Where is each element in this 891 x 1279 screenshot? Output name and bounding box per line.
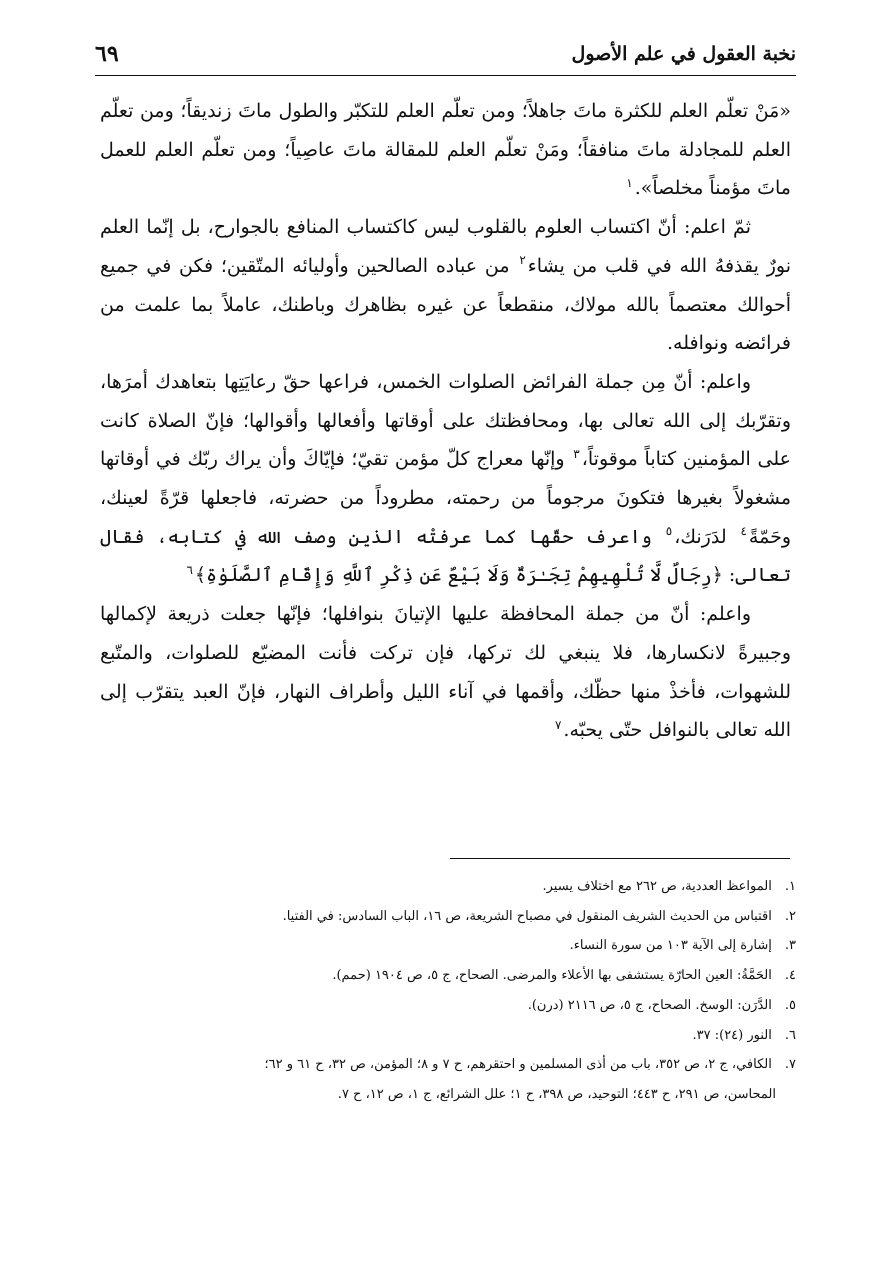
footnote-ref: ٣ (573, 447, 580, 461)
footnote-ref: ٢ (519, 253, 526, 268)
footnote-item (100, 902, 796, 932)
footnote-text: الدَّرَن: الوسخ. الصحاح، ج ٥، ص ٢١١٦ (درن). (527, 997, 772, 1013)
footnote-divider (450, 858, 790, 859)
footnote-text: النور (٢٤): ٣٧. (692, 1027, 772, 1043)
paragraph-text: لدَرَنك، (674, 525, 727, 548)
paragraph-text: ثمّ اعلم: أنّ اكتساب العلوم بالقلوب ليس كاكتساب المنافع بالجوارح، بل إنّما العلم نورٌ يقذفهُ الله في قلب من يشاء (100, 216, 791, 277)
footnote-ref: ٦ (186, 563, 193, 578)
footnote-text: إشارة إلى الآية ١٠٣ من سورة النساء. (569, 938, 772, 954)
footnote-item (100, 1050, 796, 1080)
footnote-ref: ١ (626, 176, 633, 191)
paragraph-prayers (100, 363, 791, 595)
footnote-text: اقتباس من الحديث الشريف المنقول في مصباح الشريعة، ص ١٦، الباب السادس: في الفتيا. (282, 908, 772, 924)
paragraph-text: واعلم: أنّ من جملة المحافظة عليها الإتيانَ بنوافلها؛ فإنّها جعلت ذريعة لإكمالها وجبيرةً لانكسارها، فلا ينبغي لك تركها، فإن تركت فأنت المضيّع للصلوات، والمتّبع للشهوات، فأخذْ منها حظّك، وأقمها في آناء الليل وأطراف النهار، فإنّ العبد يتقرّب إلى الله تعالى بالنوافل حتّى يحبّه. (100, 603, 791, 742)
footnote-item (100, 931, 796, 961)
footnote-number: ٤. (784, 968, 796, 984)
footnote-item (100, 991, 796, 1021)
paragraph-text: واعرف حقّها كما عرفتْه الذين وصف الله في كتابه، فقال تعالى: ﴿رِجَالٌ لَّا تُلْهِيهِمْ تِجَـٰرَةٌ وَلَا بَيْعٌ عَن ذِكْرِ ٱللَّهِ وَإِقَامِ ٱلصَّلَوٰةِ﴾ (100, 525, 791, 587)
footnote-number: ٢. (784, 908, 796, 924)
footnote-continuation: المحاسن، ص ٢٩١، ح ٤٤٣؛ التوحيد، ص ٣٩٨، ح ١؛ علل الشرائع، ج ١، ص ١٢، ح ٧. (337, 1086, 776, 1102)
paragraph-text: من عباده الصالحين وأوليائه المتّقين؛ فكن في جميع أحوالك معتصماً بالله مولاك، منقطعاً عن غيره بظاهرك وباطنك، عاملاً بما علمت من فرائضه ونوافله. (100, 254, 791, 355)
footnote-number: ٦. (784, 1027, 796, 1043)
footnote-number: ٧. (784, 1057, 796, 1073)
footnote-ref: ٤ (740, 524, 747, 539)
footnote-ref: ٧ (554, 717, 562, 732)
page-number: ٦٩ (95, 41, 119, 67)
paragraph-text: وإنّها معراج كلّ مؤمن تقيّ؛ فإيّاكَ وأن يراك ربّك في أوقاتها مشغولاً بغيرها فتكونَ مرجوماً من رحمته، مطروداً من حضرته، فاجعلها قرّةً لعينك، وحَمّةً (100, 448, 792, 548)
footnote-number: ٥. (784, 997, 796, 1013)
paragraph-knowledge (100, 208, 791, 363)
paragraph-text: واعلم: أنّ مِن جملة الفرائض الصلوات الخمس، فراعها حقّ رعايَتِها بتعاهدك أمرَها، وتقرّبك إلى الله تعالى بها، ومحافظتك على أوقاتها وأفعالها وأقوالها؛ فإنّ الصلاة كانت على المؤمنين كتاباً موقوتاً، (100, 370, 791, 471)
footnotes (100, 872, 796, 1110)
paragraph-quote (100, 92, 791, 208)
footnote-item (100, 961, 796, 991)
paragraph-text: «مَنْ تعلّم العلم للكثرة ماتَ جاهلاً؛ ومن تعلّم العلم للتكبّر والطول ماتَ زنديقاً؛ ومن تعلّم العلم للمجادلة ماتَ منافقاً؛ ومَنْ تعلّم العلم للمقالة ماتَ عاصِياً؛ ومن تعلّم العلم للعمل ماتَ مؤمناً مخلصاً». (100, 100, 791, 200)
footnote-item (100, 872, 796, 902)
footnote-text: الكافي، ج ٢، ص ٣٥٢، باب من أذى المسلمين و احتقرهم، ح ٧ و ٨؛ المؤمن، ص ٣٢، ح ٦١ و ٦٢؛ (264, 1057, 772, 1073)
footnote-item (100, 1021, 796, 1051)
footnote-text: المواعظ العددية، ص ٢٦٢ مع اختلاف يسير. (542, 879, 772, 894)
main-text (100, 92, 791, 750)
footnote-number: ٣. (784, 938, 796, 954)
header-title: نخبة العقول في علم الأصول (571, 43, 796, 65)
footnote-text: الحَمَّةُ: العين الحارّة يستشفى بها الأعلاء والمرضى. الصحاح، ج ٥، ص ١٩٠٤ (حمم). (332, 968, 772, 984)
footnote-number: ١. (784, 879, 796, 894)
footnote-ref: ٥ (665, 524, 673, 539)
running-header (95, 36, 796, 72)
header-divider (95, 75, 796, 76)
paragraph-supererogatory (100, 595, 791, 750)
